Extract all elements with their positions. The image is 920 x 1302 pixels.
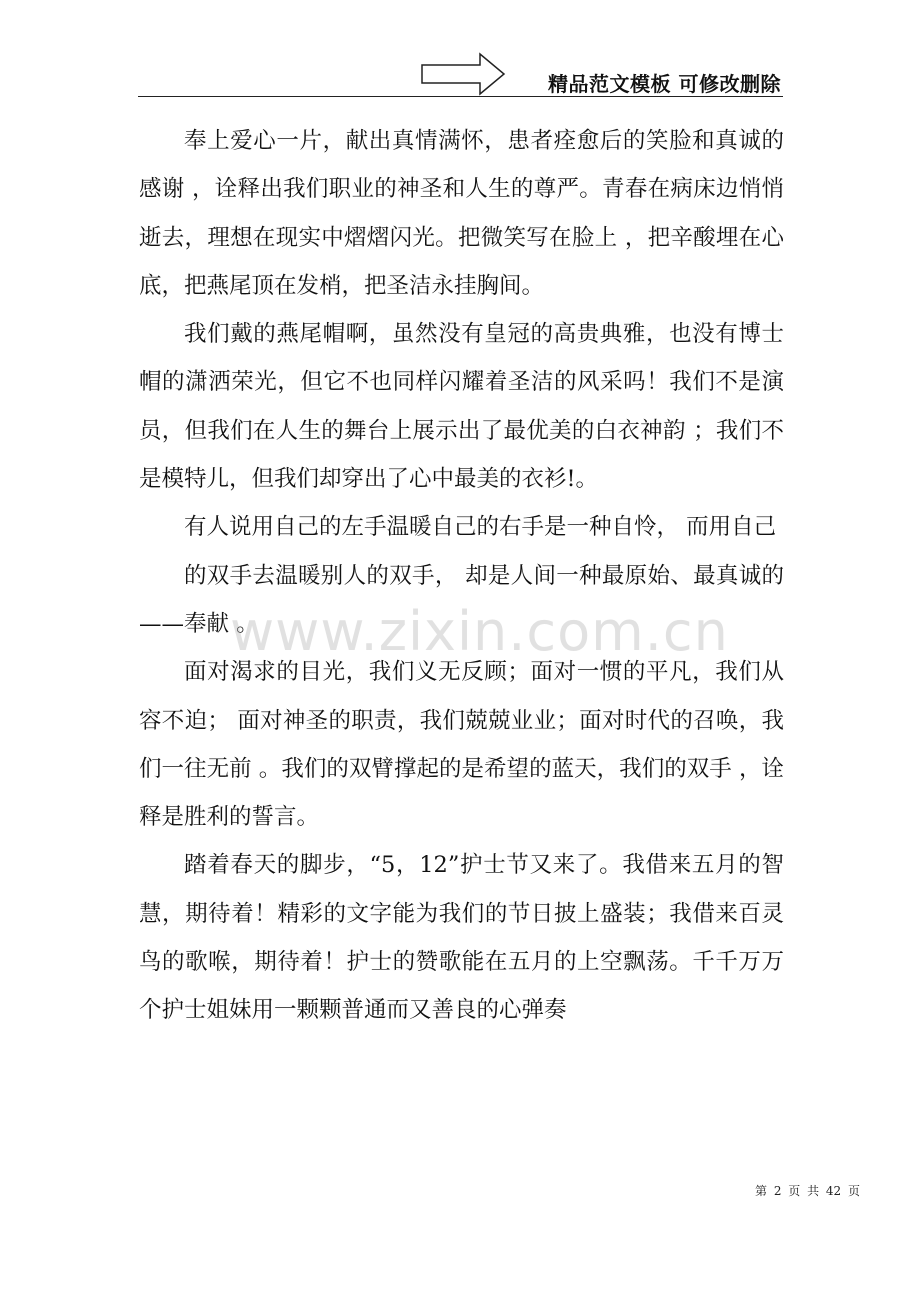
header-title: 精品范文模板 可修改删除 [548, 72, 781, 96]
paragraph: 踏着春天的脚步，“5，12”护士节又来了。我借来五月的智慧，期待着！精彩的文字能为我们的节日披上盛装；我借来百灵鸟的歌喉，期待着！护士的赞歌能在五月的上空飘荡。千千万万个护士姐妹用一颗颗普通而又善良的心弹奏 [139, 852, 784, 1024]
paragraph: 面对渴求的目光，我们义无反顾；面对一惯的平凡，我们从容不迫； 面对神圣的职责，我们兢兢业业；面对时代的召唤，我们一往无前 。我们的双臂撑起的是希望的蓝天，我们的双手 ，诠释是胜利的誓言。 [139, 659, 784, 831]
page-header [138, 50, 783, 97]
arrow-right-icon [420, 52, 506, 96]
page-number: 第 2 页 共 42 页 [755, 1184, 860, 1198]
paragraph: 我们戴的燕尾帽啊，虽然没有皇冠的高贵典雅，也没有博士帽的潇洒荣光，但它不也同样闪耀着圣洁的风采吗！我们不是演员，但我们在人生的舞台上展示出了最优美的白衣神韵 ；我们不是模特儿，但我们却穿出了心中最美的衣衫!。 [139, 321, 784, 493]
watermark: www.zixin.com.cn [230, 600, 729, 663]
paragraph: 有人说用自己的左手温暖自己的右手是一种自怜， 而用自己 [184, 514, 777, 541]
paragraph: 奉上爱心一片，献出真情满怀，患者痊愈后的笑脸和真诚的感谢 ，诠释出我们职业的神圣和人生的尊严。青春在病床边悄悄逝去，理想在现实中熠熠闪光。把微笑写在脸上 ，把辛酸埋在心底，把燕尾顶在发梢，把圣洁永挂胸间。 [139, 128, 784, 299]
paragraph: 的双手去温暖别人的双手， 却是人间一种最原始、最真诚的——奉献 。 [139, 562, 784, 637]
document-body [139, 117, 784, 1035]
